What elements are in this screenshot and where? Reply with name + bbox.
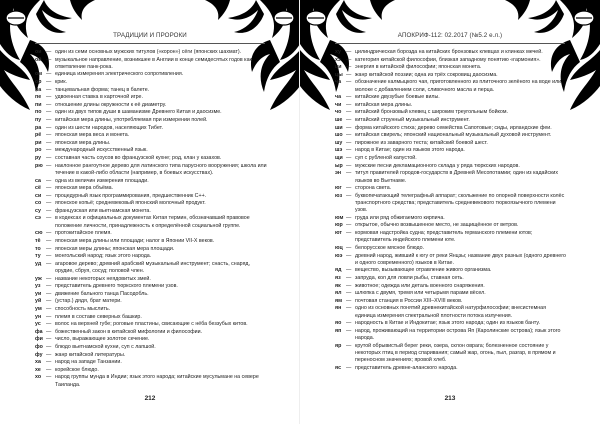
dictionary-entry — [35, 329, 267, 336]
dash: — — [46, 359, 52, 366]
dictionary-entry — [35, 246, 267, 253]
headword: тё — [35, 237, 41, 244]
dictionary-entry — [335, 155, 567, 162]
dictionary-entry — [335, 298, 567, 305]
headword: си — [35, 192, 42, 199]
dictionary-entry — [35, 283, 267, 290]
definition: одна из величин измерения площади. — [55, 177, 149, 184]
dash: — — [46, 230, 52, 237]
dictionary-entry — [335, 245, 567, 252]
headword: яр — [335, 342, 342, 349]
dictionary-entry — [35, 87, 267, 94]
headword: фа — [35, 328, 43, 335]
dictionary-entry — [335, 328, 567, 343]
dash: — — [346, 71, 352, 78]
definition: народность в Китае и Индокитае; язык этого народа; один из языков банту. — [355, 320, 541, 327]
dash: — — [46, 336, 52, 343]
definition: один из семи основных мужских титулов («корон») сёги (японских шахмат). — [55, 49, 242, 55]
dictionary-entry — [35, 125, 267, 132]
headword: ял — [335, 290, 342, 297]
definition: мужские песни декламационного склада у ряда тюркских народов. — [355, 162, 520, 169]
headword: уз — [35, 283, 41, 290]
headword: шэ — [335, 147, 343, 154]
definition: в кодексах и официальных документах Китая термин, обозначавший правовое положение личности, принадлежность к определённой социальной группе. — [55, 215, 250, 229]
dash: — — [346, 49, 352, 55]
definition: удвоенная ставка в карточной игре. — [55, 94, 143, 101]
definition: китайская мера длины, употребляемая при измерении полей. — [55, 117, 208, 124]
headword: ши — [335, 124, 343, 131]
headword: сэ — [35, 215, 41, 222]
dictionary-entry — [335, 230, 567, 245]
definition: агаровое дерево; древний арабский музыкальный инструмент; снасть, снаряд, орудие, сбруя, сосуд; половой член. — [55, 260, 250, 275]
dash: — — [346, 132, 352, 139]
headword: яс — [335, 364, 342, 371]
dictionary-entry — [335, 343, 567, 365]
headword: уж — [35, 275, 42, 282]
headword: эн — [335, 170, 342, 177]
definition: японская мера длины. — [55, 139, 111, 146]
dash: — — [346, 79, 352, 86]
dictionary-entry — [35, 102, 267, 109]
dash: — — [46, 101, 52, 108]
headword: ху — [335, 49, 341, 55]
definition: японская мера веса и монета. — [55, 132, 130, 139]
dash: — — [46, 328, 52, 335]
definition: движение бального танца Пасодобль. — [55, 290, 149, 297]
dash: — — [346, 327, 352, 334]
headword: ро — [35, 147, 42, 154]
dash: — — [46, 162, 52, 169]
headword: пу — [35, 117, 42, 124]
definition: суп с рубленой капустой. — [355, 155, 417, 162]
headword: юц — [335, 244, 343, 251]
dictionary-entry — [335, 193, 567, 215]
definition: обозначение калмыцкого чая, приготовленного из плиточного зелёного на воде или молоке с добавлением соли, сливочного масла и перца. — [355, 79, 562, 93]
dictionary-entry — [35, 344, 267, 351]
headword: ун — [35, 313, 42, 320]
dash: — — [46, 56, 52, 63]
dash: — — [46, 215, 52, 222]
dash: — — [346, 297, 352, 304]
headword: сё — [35, 185, 41, 192]
dash: — — [346, 147, 352, 154]
dictionary-entry — [35, 298, 267, 305]
dictionary-entry — [335, 57, 567, 64]
headword: хэ — [335, 56, 341, 63]
headword: ци — [335, 64, 342, 71]
dash: — — [346, 185, 352, 192]
headword: ом — [35, 71, 43, 78]
dictionary-entry — [335, 79, 567, 94]
definition: жанр китайской литературы. — [55, 351, 126, 358]
dash: — — [346, 290, 352, 297]
dash: — — [346, 124, 352, 131]
dash: — — [46, 147, 52, 154]
headword: ха — [35, 359, 41, 366]
definition: китайский струнный музыкальный инструмент. — [355, 117, 470, 124]
dash: — — [46, 343, 52, 350]
definition: японская мера длины или площади; налог в Японии VII-X веков. — [55, 237, 215, 244]
definition: груда или ряд обжигаемого кирпича. — [355, 214, 445, 221]
definition: китайская свирель; японский национальный музыкальный духовой инструмент. — [355, 132, 552, 139]
headword: юэ — [335, 252, 343, 259]
dash: — — [346, 244, 352, 251]
definition: один из шести народов, населяющих Тибет. — [55, 124, 163, 131]
dictionary-entry — [35, 193, 267, 200]
dictionary-entry — [335, 275, 567, 282]
dictionary-entry — [35, 306, 267, 313]
dictionary-entry — [335, 132, 567, 139]
dictionary-entry — [35, 367, 267, 374]
dictionary-entry — [35, 200, 267, 207]
definition: наклонное рангоутное дерево для латинского типа парусного вооружения; школа или течение в какой-либо области (например, в боевых искусствах). — [55, 162, 267, 176]
definition: китайский бронзовый клевец с широким треугольным бойком. — [355, 109, 508, 116]
dash: — — [346, 252, 352, 259]
dash: — — [46, 132, 52, 139]
dictionary-entry — [35, 291, 267, 298]
dictionary-entry — [35, 215, 267, 230]
headword: шо — [335, 132, 343, 139]
definition: представитель древне-аланского народа. — [355, 364, 458, 371]
dictionary-entry — [335, 94, 567, 101]
page-number: 213 — [444, 395, 456, 402]
headword: ям — [335, 297, 343, 304]
dash: — — [46, 313, 52, 320]
dictionary-entry — [35, 163, 267, 178]
running-header: ТРАДИЦИИ И ПРОРОКИ — [113, 32, 187, 39]
dictionary-entry — [35, 147, 267, 154]
definition: буквопечатающий телеграфный аппарат; скольжение по опорной поверхности колёс транспортного средства; представитель средневекового тюркоязычного племени узов. — [355, 192, 565, 214]
definition: название некоторых неядовитых змей. — [55, 275, 151, 282]
definition: шлюпка с двумя, тремя или четырьмя парами вёсел. — [355, 290, 486, 297]
headword: ют — [335, 230, 342, 237]
dash: — — [346, 56, 352, 63]
definition: японская меры длины; японская мера площади. — [55, 245, 175, 252]
headword: пе — [35, 94, 42, 101]
dictionary-entry — [35, 238, 267, 245]
headword: рю — [35, 162, 43, 169]
dash: — — [46, 71, 52, 78]
definition: божественный закон в китайской мифологии и философии. — [55, 328, 203, 335]
dictionary-entry — [35, 79, 267, 86]
definition: крик. — [55, 79, 68, 86]
definition: почтовая станция в России XIII–XVIII веков. — [355, 297, 463, 304]
headword: по — [35, 109, 42, 116]
definition: танцевальная форма; танец в балете. — [55, 86, 150, 93]
headword: яд — [335, 267, 342, 274]
dash: — — [346, 282, 352, 289]
dictionary-entry — [335, 222, 567, 229]
definition: китайская мера длины. — [355, 101, 413, 108]
dash: — — [346, 64, 352, 71]
definition: народ группы мунда в Индии; язык этого народа; китайские мусульмане на севере Таиланда. — [55, 374, 259, 388]
definition: музыкальное направление, возникшее в Англии в конце семидесятых годов как ответвление панк-рока. — [55, 56, 252, 70]
headword: юр — [335, 222, 343, 229]
dictionary-entry — [335, 72, 567, 79]
dash: — — [46, 185, 52, 192]
definition: народ, проживающий на территории острова Яп (Каролинские острова); язык этого народа. — [355, 327, 561, 342]
definition: форма китайского стиха; дерево семейства Сапотовые; сиды, ирландские феи. — [355, 124, 552, 131]
headword: ян — [335, 305, 342, 312]
headword: ум — [35, 306, 42, 312]
definition: представитель древнего тюркского племени узов. — [55, 283, 178, 290]
dash: — — [346, 305, 352, 312]
dictionary-entry — [35, 314, 267, 321]
dictionary-entry — [335, 320, 567, 327]
headword: шу — [335, 139, 343, 146]
headword: уй — [35, 298, 42, 305]
dash: — — [346, 109, 352, 116]
definition: составная часть соусов во французской кухне; род, клан у казахов. — [55, 155, 222, 162]
headword: хо — [35, 374, 42, 381]
dictionary-entry — [335, 49, 567, 56]
dictionary-entry — [335, 140, 567, 147]
dictionary-entry — [335, 253, 567, 268]
dictionary-entry — [35, 359, 267, 366]
dash: — — [346, 320, 352, 327]
dash: — — [46, 253, 52, 260]
dash: — — [46, 192, 52, 199]
dash: — — [46, 298, 52, 305]
definition: способность мыслить. — [55, 306, 111, 312]
headword: ра — [35, 124, 42, 131]
dash: — — [346, 275, 352, 282]
dictionary-entry — [35, 94, 267, 101]
dash: — — [346, 267, 352, 274]
headword: ус — [35, 321, 41, 328]
header-rule — [35, 43, 265, 44]
headword: яо — [335, 320, 342, 327]
dictionary-entry — [335, 365, 567, 372]
dash: — — [46, 79, 52, 86]
dash: — — [46, 139, 52, 146]
definition: один из двух типов души в шаманизме Древнего Китая и даосизме. — [55, 109, 222, 116]
dictionary-entry — [35, 261, 267, 276]
dash: — — [346, 155, 352, 162]
headword: ри — [35, 139, 42, 146]
book-spine — [299, 0, 300, 424]
dictionary-entry — [335, 215, 567, 222]
dash: — — [46, 366, 52, 373]
headword: пи — [35, 101, 42, 108]
dictionary-entry — [335, 64, 567, 71]
definition: французская или вьетнамская монета. — [55, 207, 151, 214]
dash: — — [46, 306, 52, 312]
dash: — — [346, 214, 352, 221]
running-header: АПОКРИФ-112: 02.2017 (№5.2 е.л.) — [397, 32, 503, 39]
definition: монгольский народ; язык этого народа. — [55, 253, 152, 260]
dash: — — [46, 321, 52, 328]
definition: открытое, обычно возвышенное место, не защищённое от ветров. — [355, 222, 519, 229]
definition: титул правителей городов-государств в Древней Месопотамии; один из кадайских языков во Вьетнаме. — [355, 170, 559, 184]
dictionary-entries — [35, 49, 267, 389]
headword: ту — [35, 253, 41, 260]
definition: жанр китайской поэзии; одна из трёх сокровищ даосизма. — [355, 71, 498, 78]
headword: са — [35, 177, 41, 184]
definition: запруда, кол для ловли рыбы, ставная сеть. — [355, 275, 464, 282]
dash: — — [46, 94, 52, 101]
dash: — — [46, 155, 52, 162]
headword: ои — [35, 49, 42, 55]
dash: — — [46, 237, 52, 244]
definition: число, выражающее золотое сечение. — [55, 336, 150, 343]
dash: — — [46, 245, 52, 252]
headword: ыр — [335, 162, 343, 169]
definition: японское копьё; средневековый японский молочный продукт. — [55, 200, 206, 207]
definition: категория китайской философии, близкая западному понятию «гармония». — [355, 56, 541, 63]
headword: фи — [35, 336, 43, 343]
definition: единица измерения электрического сопротивления. — [55, 71, 184, 78]
dash: — — [46, 374, 52, 381]
headword: уд — [35, 260, 42, 267]
headword: цы — [335, 71, 343, 78]
dash: — — [46, 109, 52, 116]
dictionary-entry — [335, 290, 567, 297]
dictionary-entry — [335, 283, 567, 290]
definition: протокитайское племя. — [55, 230, 112, 237]
dictionary-entry — [35, 352, 267, 359]
definition: блюдо вьетнамской кухни, суп с лапшой. — [55, 343, 156, 350]
headword: юм — [335, 214, 344, 221]
definition: китайские двузубые боевые вилы. — [355, 94, 440, 101]
headword: як — [335, 282, 341, 289]
dash: — — [346, 94, 352, 101]
definition: цилиндрическая борозда на китайских бронзовых клевцах и клинках мечей. — [355, 49, 543, 55]
dash: — — [346, 230, 352, 237]
headword: щи — [335, 155, 343, 162]
dictionary-entry — [335, 163, 567, 170]
dictionary-entry — [335, 125, 567, 132]
definition: белорусское мясное блюдо. — [355, 244, 425, 251]
dash: — — [46, 207, 52, 214]
dictionary-entry — [35, 71, 267, 78]
definition: животное; одежда или деталь военного снаряжения. — [355, 282, 485, 289]
dictionary-entry — [35, 276, 267, 283]
definition: племя в составе северных башкир. — [55, 313, 142, 320]
dictionary-entry — [335, 109, 567, 116]
headword: ру — [35, 155, 42, 162]
headword: сю — [35, 230, 43, 237]
dash: — — [46, 260, 52, 267]
headword: па — [35, 86, 42, 93]
dash: — — [46, 275, 52, 282]
definition: вещество, вызывающее отравление живого организма. — [355, 267, 492, 274]
headword: хе — [35, 366, 41, 373]
dash: — — [46, 124, 52, 131]
headword: юг — [335, 185, 342, 192]
dash: — — [346, 170, 352, 177]
dictionary-entry — [35, 132, 267, 139]
right-page — [300, 0, 600, 424]
headword: ча — [335, 94, 342, 101]
headword: уи — [35, 290, 42, 297]
dictionary-entry — [35, 336, 267, 343]
page-number: 212 — [144, 395, 156, 402]
dictionary-entry — [335, 147, 567, 154]
dictionary-entry — [335, 185, 567, 192]
dash: — — [346, 222, 352, 229]
definition: процедурный язык программирования, предшественник C++. — [55, 192, 207, 199]
dictionary-entry — [35, 57, 267, 72]
dash: — — [346, 342, 352, 349]
dictionary-entry — [35, 185, 267, 192]
dash: — — [46, 49, 52, 55]
dictionary-entry — [35, 178, 267, 185]
headword: то — [35, 245, 41, 252]
dash: — — [46, 86, 52, 93]
headword: фо — [35, 343, 43, 350]
headword: яз — [335, 275, 341, 282]
dictionary-entry — [335, 267, 567, 274]
dictionary-entries — [335, 49, 567, 373]
dash: — — [46, 117, 52, 124]
headword: чи — [335, 101, 342, 108]
headword: со — [35, 200, 42, 207]
dash: — — [46, 177, 52, 184]
definition: древний народ, живший к югу от реки Янцзы; название двух разных (одного древнего и одного современного) языков в Китае. — [355, 252, 566, 266]
dash: — — [46, 351, 52, 358]
dash: — — [346, 162, 352, 169]
headword: чо — [335, 109, 342, 116]
definition: пирожное из заварного теста; китайский боевой шест. — [355, 139, 488, 146]
headword: ше — [335, 117, 343, 124]
headword: ор — [35, 79, 42, 86]
dash: — — [46, 283, 52, 290]
dash: — — [346, 117, 352, 124]
dictionary-entry — [35, 117, 267, 124]
definition: одно из основных понятий древнекитайской натурфилософии; внесистемная единица измерения спектральной плотности потока излучения. — [355, 305, 546, 319]
headword: яп — [335, 327, 342, 334]
dash: — — [46, 290, 52, 297]
definition: корейское блюдо. — [55, 366, 99, 373]
dictionary-entry — [335, 305, 567, 320]
definition: японская мера объёма. — [55, 185, 114, 192]
definition: сторона света. — [355, 185, 392, 192]
dash: — — [346, 101, 352, 108]
dash: — — [346, 139, 352, 146]
dash: — — [346, 364, 352, 371]
definition: кормовая надстройка судна; представитель германского племени ютов; представитель индейского племени юте. — [355, 230, 533, 244]
headword: рё — [35, 132, 42, 139]
headword: ча — [335, 79, 342, 86]
definition: крутой обрывистый берег реки, озера, склон оврага; болезненное состояние у некоторых птиц в период спаривания; самый жар, огонь, пыл, разгар, в прямом и переносном значениях; яровой хлеб. — [355, 342, 556, 364]
headword: фу — [35, 351, 43, 358]
dictionary-entry — [35, 109, 267, 116]
definition: отношение длины окружности к её диаметру. — [55, 101, 167, 108]
dictionary-entry — [35, 230, 267, 237]
dictionary-entry — [335, 170, 567, 185]
definition: энергия в китайской философии; японская монета. — [355, 64, 482, 71]
dictionary-entry — [35, 49, 267, 56]
dictionary-entry — [35, 321, 267, 328]
dash: — — [346, 192, 352, 199]
header-rule — [335, 43, 565, 44]
headword: ой — [35, 56, 42, 63]
definition: международный искусственный язык. — [55, 147, 148, 154]
dash: — — [46, 200, 52, 207]
definition: (устар.) дядя, брат матери. — [55, 298, 122, 305]
definition: народ на западе Танзании. — [55, 359, 122, 366]
dictionary-entry — [335, 117, 567, 124]
definition: народ в Китае; один из языков этого народа. — [355, 147, 465, 154]
dictionary-entry — [35, 374, 267, 389]
headword: су — [35, 207, 41, 214]
definition: волос на верхней губе; роговые пластины, свисающие с нёба беззубых китов. — [55, 321, 248, 328]
headword: юз — [335, 192, 343, 199]
dictionary-entry — [35, 253, 267, 260]
dictionary-entry — [35, 155, 267, 162]
